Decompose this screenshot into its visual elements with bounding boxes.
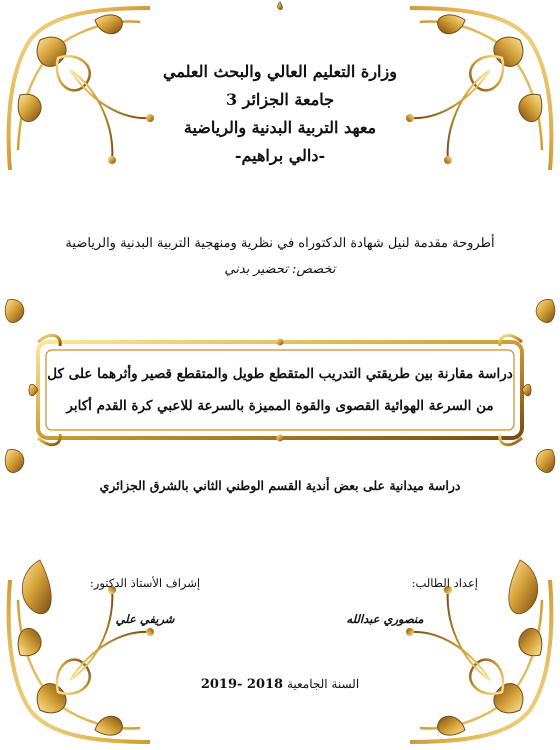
academic-year (0, 677, 560, 692)
student-name: منصوري عبدالله (346, 612, 424, 626)
thesis-description: أطروحة مقدمة لنيل شهادة الدكتوراه في نظرية ومنهجية التربية البدنية والرياضية (65, 236, 495, 251)
academic-year-value: 2018 -2019 (200, 677, 284, 692)
supervisor-name: شريفي علي (115, 612, 175, 626)
academic-year-label: السنة الجامعية (286, 677, 360, 691)
title-frame (29, 335, 531, 444)
thesis-specialty: تخصص: تحضير بدني (224, 262, 336, 277)
campus-name: -دالي براهيم- (234, 146, 326, 165)
supervisor-label: إشراف الأستاذ الدكتور: (89, 576, 201, 590)
study-subtitle: دراسة ميدانية على بعض أندية القسم الوطني الثاني بالشرق الجزائري (99, 478, 461, 493)
thesis-title-line-2: من السرعة الهوائية القصوى والقوة المميزة بالسرعة للاعبي كرة القدم أكابر (66, 398, 494, 414)
institute-name: معهد التربية البدنية والرياضية (183, 118, 377, 137)
thesis-title-line-1: دراسة مقارنة بين طريقتي التدريب المتقطع طويل والمتقطع قصير وأثرهما على كل (47, 366, 513, 382)
university-name: جامعة الجزائر 3 (225, 90, 335, 109)
ministry-name: وزارة التعليم العالي والبحث العلمي (163, 62, 397, 81)
student-label: إعداد الطالب: (411, 576, 478, 590)
